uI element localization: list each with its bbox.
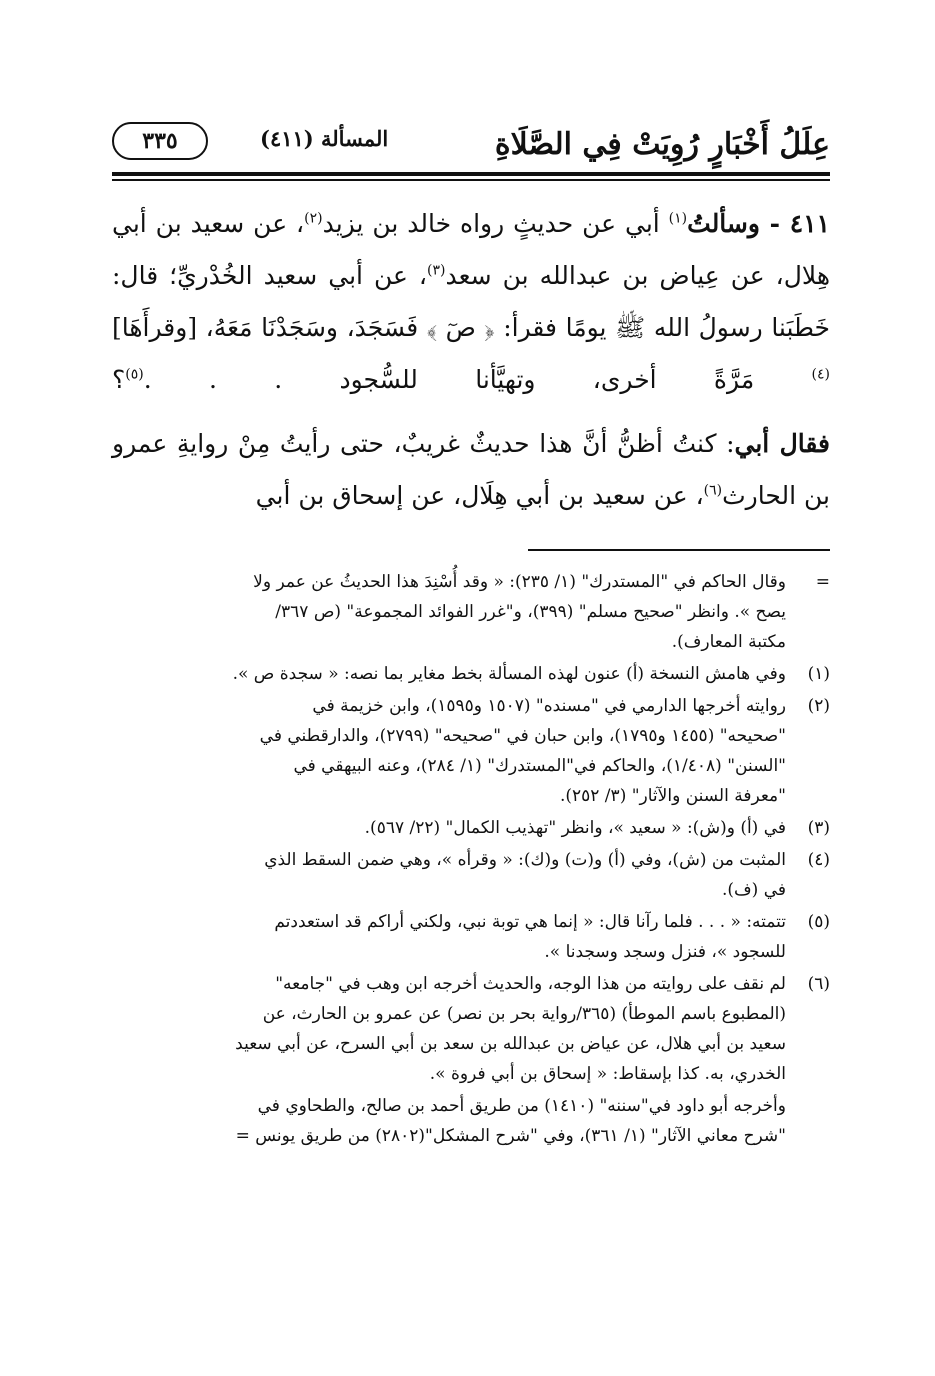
footnote-4 [112, 845, 830, 905]
footnotes [112, 567, 830, 1151]
question-paragraph: ٤١١ - وسألتُ$^{(١)}$ أبي عن حديثٍ رواه خالد بن يزيد$^{(٢)}$، عن سعيد بن أبي هِلال، عن عِياض بن عبدالله بن سعد$^{(٣)}$، عن أبي سعيد الخُدْريِّ؛ قال: خَطَبَنا رسولُ الله ﷺ يومًا فقرأ: ﴿ صٓ ﴾ فَسَجَدَ، وسَجَدْنَا مَعَهُ، [وقرأَهَا]$^{(٤)}$ مَرَّةً أخرى، وتهيَّأنا للسُّجود . . .$^{(٥)}$؟ [112, 209, 831, 394]
footnote-marker: (٤) [807, 850, 830, 870]
footnote-1 [112, 659, 830, 689]
header-rule-thin [112, 179, 830, 181]
footnote-ref-6[interactable]: (٦) [703, 482, 723, 499]
footnote-marker: (٣) [807, 818, 830, 838]
footnote-marker: (٢) [807, 696, 830, 716]
footnote-text: وفي هامش النسخة (أ) عنون لهذه المسألة بخط مغاير بما نصه: « سجدة ص ». [232, 664, 786, 684]
footnote-marker: (١) [807, 664, 830, 684]
footnote-marker: = [815, 572, 830, 592]
footnote-text: وقال الحاكم في "المستدرك" (١/ ٢٣٥): « وقد أُسْنِدَ هذا الحديثُ عن عمر ولا يصح ». وانظر "صحيح مسلم" (٣٩٩)، و"غرر الفوائد المجموعة" (ص ٣٦٧/ مكتبة المعارف). [253, 572, 786, 652]
issue-label: المسألة (٤١١) [260, 126, 389, 151]
footnote-ref-1[interactable]: (١) [668, 210, 688, 227]
footnote-text: لم نقف على روايته من هذا الوجه، والحديث أخرجه ابن وهب في "جامعه" (المطبوع باسم الموطأ) (٣٦٥/رواية بحر بن نصر) عن عمرو بن الحارث، عن سعيد بن أبي هلال، عن عياض بن عبدالله بن سعد بن أبي السرح، عن أبي سعيد الخدري، به. كذا بإسقاط: « إسحاق بن أبي فروة ». [235, 974, 786, 1084]
footnote-5 [112, 907, 830, 967]
footnote-continued [112, 567, 830, 657]
main-text [112, 198, 830, 522]
footnote-ref-3[interactable]: (٣) [427, 262, 446, 279]
footnote-marker: (٦) [807, 974, 830, 994]
footnote-marker: (٥) [807, 912, 830, 932]
footnote-ref-5[interactable]: (٥) [125, 366, 144, 383]
question-lead: ٤١١ - وسألتُ [687, 209, 830, 238]
header-rule-thick [112, 172, 830, 176]
footnote-text: روايته أخرجها الدارمي في "مسنده" (١٥٠٧ و١٥٩٥)، وابن خزيمة في "صحيحه" (١٤٥٥ و١٧٩٥)، وابن حبان في "صحيحه" (٢٧٩٩)، والدارقطني في "السنن" (١/٤٠٨)، والحاكم في"المستدرك" (١/ ٢٨٤)، وعنه البيهقي في "معرفة السنن والآثار" (٣/ ٢٥٢). [259, 696, 786, 806]
footnote-ref-2[interactable]: (٢) [304, 210, 323, 227]
footnote-text: في (أ) و(ش): « سعيد »، وانظر "تهذيب الكمال" (٢٢/ ٥٦٧). [364, 818, 786, 838]
footnote-2 [112, 691, 830, 811]
book-title: عِلَلُ أَخْبَارٍ رُوِيَتْ فِي الصَّلَاةِ [494, 126, 830, 162]
answer-paragraph: فقال أبي: كنتُ أظنُّ أنَّ هذا حديثٌ غريبٌ، حتى رأيتُ مِنْ روايةِ عمرو بن الحارث$^{(٦)}$، عن سعيد بن أبي هِلَال، عن إسحاق بن أبي [112, 429, 830, 510]
footnote-separator [528, 549, 830, 551]
footnote-6 [112, 969, 830, 1089]
footnote-ref-4[interactable]: (٤) [811, 366, 830, 383]
page-number-badge [112, 122, 208, 160]
running-header [112, 118, 830, 170]
page-number: ٣٣٥ [142, 128, 178, 154]
footnote-3 [112, 813, 830, 843]
footnote-text: المثبت من (ش)، وفي (أ) و(ت) و(ك): « وقرأه »، وهي ضمن السقط الذي في (ف). [264, 850, 786, 900]
answer-lead: فقال أبي [734, 429, 830, 458]
footnote-6-continued: وأخرجه أبو داود في"سننه" (١٤١٠) من طريق أحمد بن صالح، والطحاوي في "شرح معاني الآثار" (١/ ٣٦١)، وفي "شرح المشكل"(٢٨٠٢) من طريق يونس = [235, 1096, 786, 1146]
footnote-text: تتمته: « . . . فلما رآنا قال: « إنما هي توبة نبي، ولكني أراكم قد استعددتم للسجود »، فنزل وسجد وسجدنا ». [274, 912, 786, 962]
